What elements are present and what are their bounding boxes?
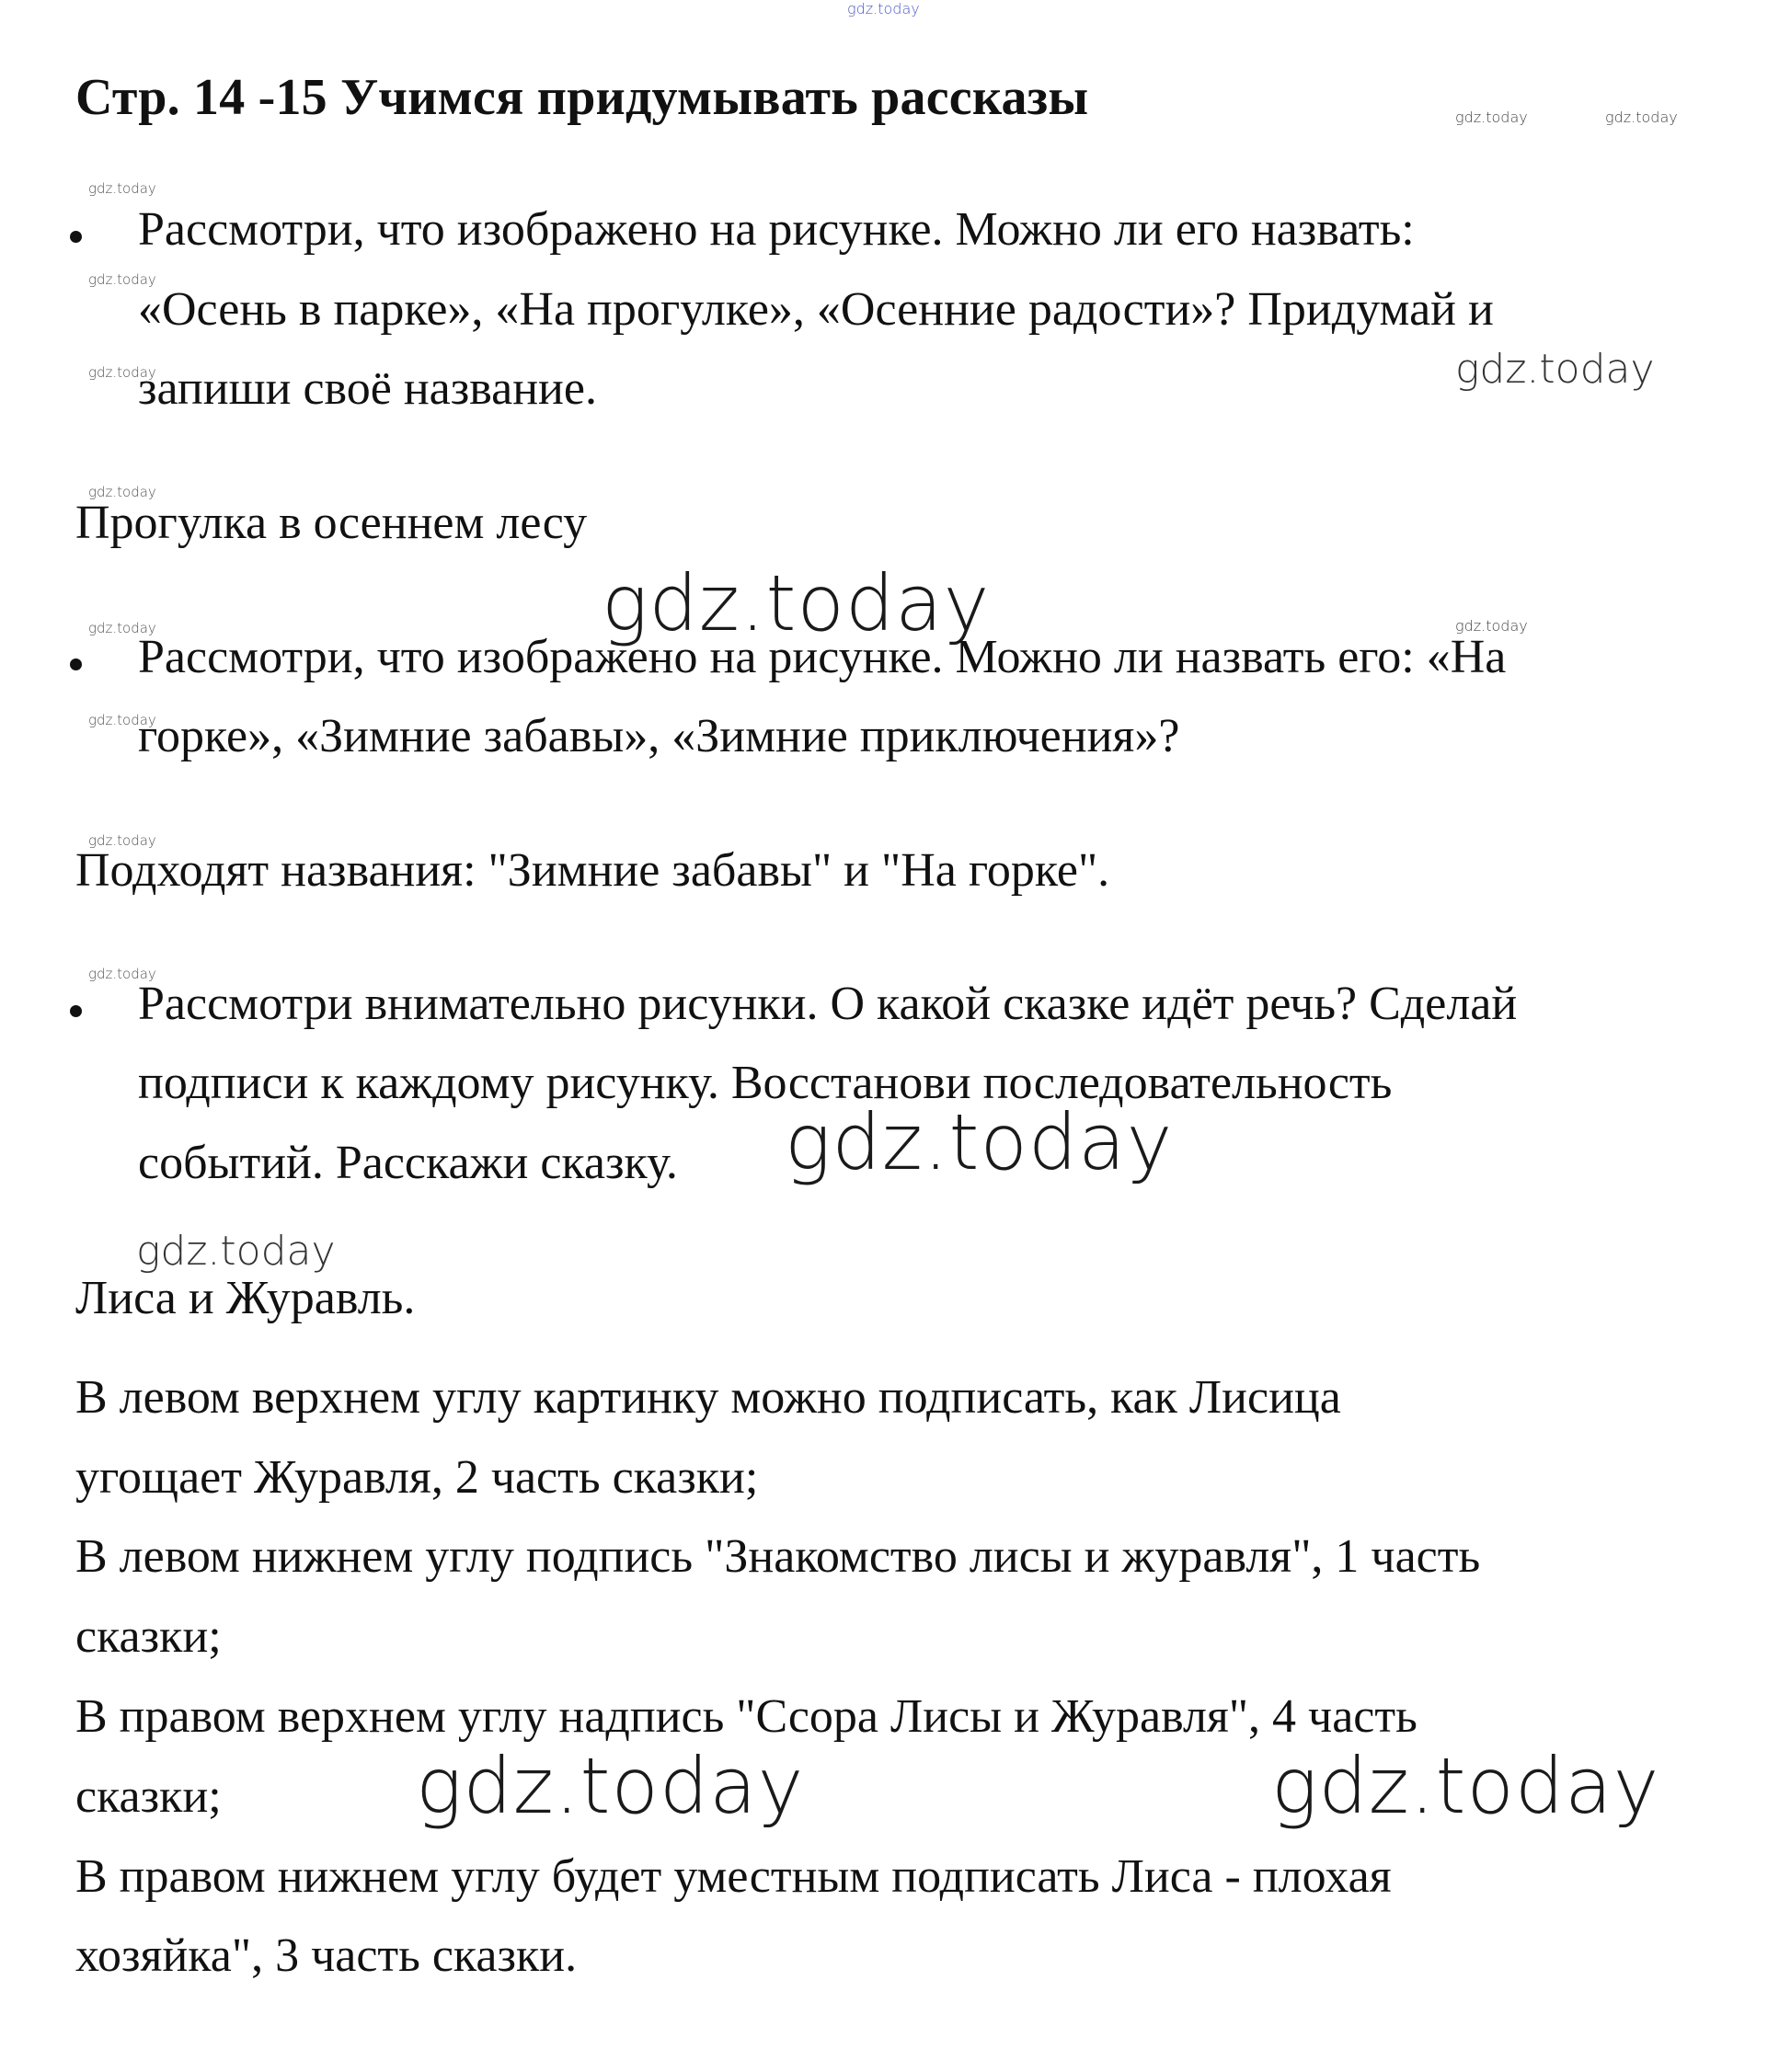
answer-line: хозяйка", 3 часть сказки.: [75, 1929, 578, 1982]
task-text-line: Рассмотри внимательно рисунки. О какой сказке идёт речь? Сделай: [138, 978, 1518, 1030]
watermark: gdz.today: [88, 484, 156, 500]
bullet-icon: [70, 231, 82, 243]
answer-line: сказки;: [75, 1770, 222, 1823]
watermark: gdz.today: [1455, 109, 1528, 126]
answer-line: Подходят названия: "Зимние забавы" и "На горке".: [75, 844, 1110, 897]
watermark: gdz.today: [88, 271, 156, 288]
watermark: gdz.today: [88, 180, 156, 197]
task-text-line: подписи к каждому рисунку. Восстанови последовательность: [138, 1057, 1393, 1109]
watermark: gdz.today: [88, 966, 156, 982]
bullet-icon: [70, 1005, 82, 1017]
watermark: gdz.today: [1605, 109, 1678, 126]
watermark: gdz.today: [1271, 1741, 1660, 1831]
watermark: gdz.today: [785, 1097, 1174, 1187]
task-text-line: запиши своё название.: [138, 362, 597, 415]
answer-line: Лиса и Журавль.: [75, 1272, 416, 1324]
watermark: gdz.today: [602, 558, 991, 648]
answer-line: В левом верхнем углу картинку можно подписать, как Лисица: [75, 1371, 1341, 1424]
bullet-icon: [70, 658, 82, 670]
task-text-line: Рассмотри, что изображено на рисунке. Можно ли назвать его: «На: [138, 631, 1507, 683]
task-text-line: горке», «Зимние забавы», «Зимние приключения»?: [138, 710, 1180, 762]
watermark: gdz.today: [1455, 617, 1528, 635]
watermark: gdz.today: [1455, 346, 1655, 393]
page-title: Стр. 14 -15 Учимся придумывать рассказы: [75, 69, 1089, 126]
watermark: gdz.today: [136, 1228, 336, 1275]
task-text-line: событий. Расскажи сказку.: [138, 1137, 678, 1189]
watermark: gdz.today: [88, 712, 156, 728]
answer-line: сказки;: [75, 1610, 222, 1663]
watermark: gdz.today: [88, 832, 156, 849]
answer-line: Прогулка в осеннем лесу: [75, 497, 588, 549]
task-text-line: «Осень в парке», «На прогулке», «Осенние радости»? Придумай и: [138, 283, 1494, 336]
answer-line: угощает Журавля, 2 часть сказки;: [75, 1451, 759, 1504]
answer-line: В правом верхнем углу надпись "Ссора Лисы и Журавля", 4 часть: [75, 1690, 1417, 1743]
watermark: gdz.today: [847, 0, 920, 17]
task-text-line: Рассмотри, что изображено на рисунке. Можно ли его назвать:: [138, 203, 1415, 256]
watermark: gdz.today: [88, 364, 156, 381]
watermark: gdz.today: [416, 1741, 805, 1831]
answer-line: В левом нижнем углу подпись "Знакомство лисы и журавля", 1 часть: [75, 1530, 1481, 1583]
watermark: gdz.today: [88, 620, 156, 636]
answer-line: В правом нижнем углу будет уместным подписать Лиса - плохая: [75, 1850, 1392, 1903]
